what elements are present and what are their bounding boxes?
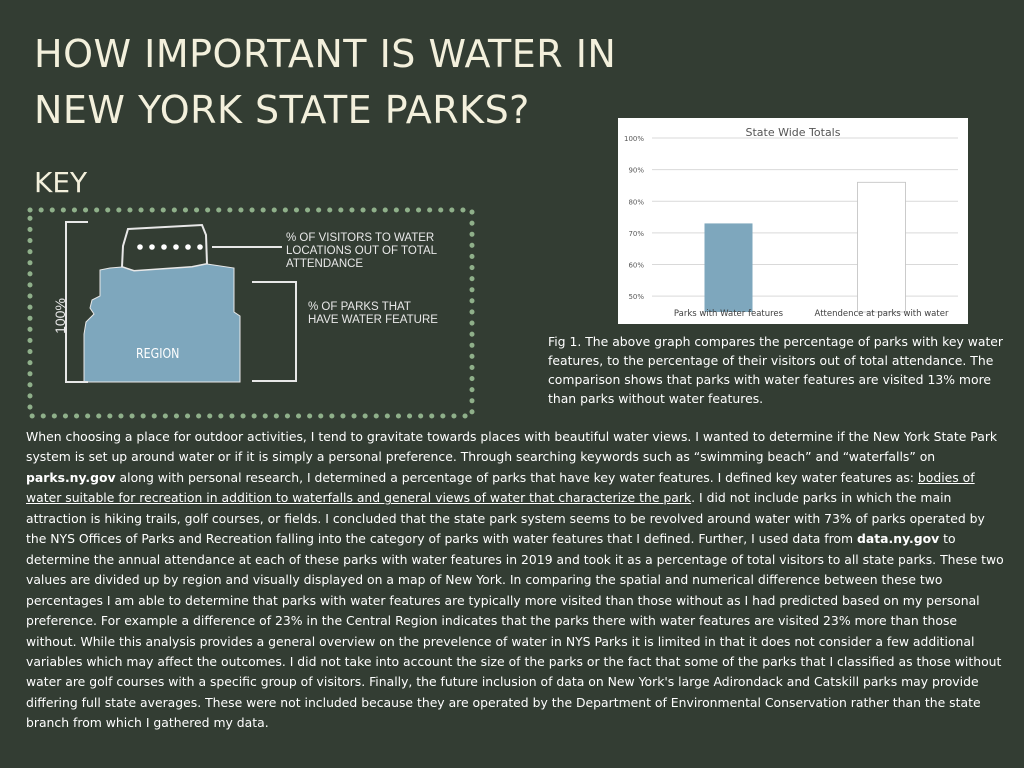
y-tick-label: 90% — [628, 166, 644, 175]
y-tick-label: 50% — [628, 293, 644, 302]
key-box — [24, 204, 480, 420]
y-tick-label: 100% — [623, 135, 644, 143]
parks-site-link: parks.ny.gov — [26, 469, 116, 485]
body-text-4: to determine the annual attendance at each of these parks with water features in 2019 and took it as a percentage of total visitors to all state parks. These two values are divided up by region and visually displayed on a map of New York. In comparing the spatial and numerical difference between these two percentages I am able to determine that parks with water features are typically more visited than those without as I had predicted based on my personal preference. For example a difference of 23% in the Central Region indicates that the parks there with water features are visited 23% more than those without. While this analysis provides a general overview on the prevelence of water in NYS Parks it is limited in that it does not consider a few additional variables which may affect the outcomes. I did not take into account the size of the parks or the fact that some of the parks that I classified as those without water are golf courses with a specific group of visitors. Finally, the future inclusion of data on New York's large Adirondack and Catskill parks may provide differing full state averages. These were not included because they are operated by the Department of Environmental Conservation rather than the state branch from which I gathered my data. — [26, 531, 1004, 731]
body-paragraph — [26, 427, 1008, 734]
x-category-label: Attendence at parks with water — [814, 309, 949, 319]
region-shape — [84, 264, 240, 382]
region-label: REGION — [136, 347, 180, 362]
parks-label: % OF PARKS THAT HAVE WATER FEATURE — [308, 301, 438, 326]
figure-caption: Fig 1. The above graph compares the percentage of parks with key water features, to the percentage of their visitors out of total attendance. The comparison shows that parks with water features are visited 13% more than parks without water features. — [548, 334, 1004, 406]
title-line-2: NEW YORK STATE PARKS? — [34, 88, 530, 132]
y-tick-label: 80% — [628, 198, 644, 207]
parks-bracket — [252, 282, 296, 381]
chart-panel — [618, 118, 968, 324]
bar — [705, 223, 753, 312]
visitors-level-dots — [137, 244, 203, 250]
y-tick-label: 60% — [628, 261, 644, 270]
body-text-1: When choosing a place for outdoor activities, I tend to gravitate towards places with beautiful water views. I wanted to determine if the New York State Park system is set up around water or if it is simply a personal preference. Through searching keywords such as “swimming beach” and “waterfalls” on — [26, 429, 998, 465]
body-text-3: . I did not include parks in which the main attraction is hiking trails, golf courses, or fields. I concluded that the state park system seems to be revolved around water with 73% of parks operated by the NYS Offices of Parks and Recreation falling into the category of parks with water features that I defined. Further, I used data from — [26, 490, 985, 547]
definition-underlined: bodies of water suitable for recreation in addition to waterfalls and general views of water that characterize the park — [26, 469, 975, 506]
data-site-link: data.ny.gov — [857, 531, 940, 547]
hundred-percent-label: 100% — [52, 298, 68, 334]
chart-title: State Wide Totals — [745, 126, 841, 139]
title-line-1: HOW IMPORTANT IS WATER IN — [34, 32, 617, 76]
x-category-label: Parks with Water features — [673, 309, 784, 319]
body-text-2: along with personal research, I determined a percentage of parks that have key water features. I defined key water features as: — [115, 469, 918, 485]
visitors-label: % OF VISITORS TO WATER LOCATIONS OUT OF TOTAL ATTENDANCE — [286, 232, 437, 270]
bar-chart — [618, 118, 968, 324]
y-tick-label: 70% — [628, 229, 644, 238]
bar — [858, 182, 906, 312]
key-heading: KEY — [34, 166, 88, 199]
page-title — [34, 26, 616, 138]
